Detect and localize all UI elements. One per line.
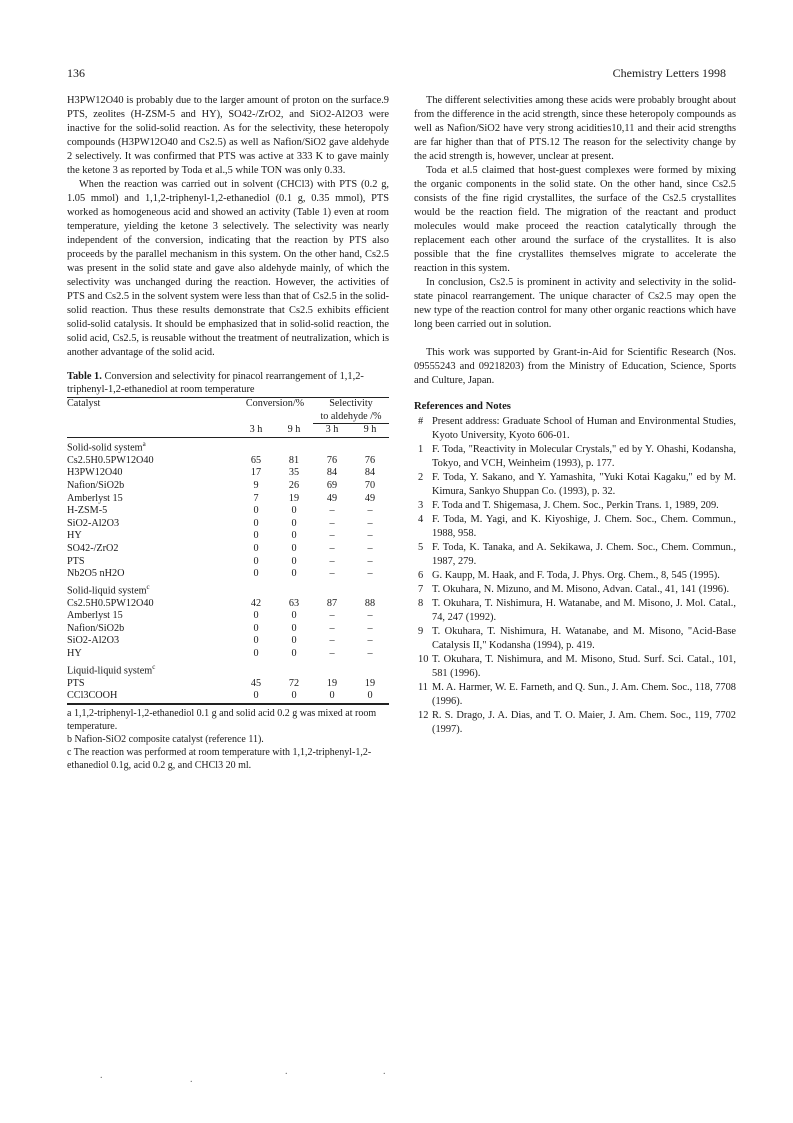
value-cell: 0	[253, 505, 259, 517]
value-cell: 0	[253, 622, 259, 634]
catalyst-cell: Cs2.5H0.5PW12O40	[67, 597, 154, 609]
reference-item	[414, 709, 736, 737]
table-row	[67, 543, 389, 556]
page-number: 136	[67, 66, 85, 80]
value-cell: –	[367, 530, 373, 542]
value-cell: –	[367, 635, 373, 647]
table-row	[67, 556, 389, 569]
value-cell: 0	[291, 505, 297, 517]
body-paragraph: Toda et al.5 claimed that host-guest complexes were formed by mixing the organic components in the solid state. On the other hand, since Cs2.5 consists of the fine rigid crystallites, the surface of the Cs2.5 crystallites would be the reaction field. The migration of the reactant and product molecules would make proceed the reaction catalytically through the replacement each other around the surface of the crystallites. It is also possible that the fine crystallites themselves migrate to accelerate the reaction in this system.	[414, 165, 736, 274]
value-cell: 19	[364, 677, 376, 689]
reference-number: 6	[418, 570, 424, 581]
value-cell: –	[329, 542, 335, 554]
reference-number: 12	[418, 710, 429, 721]
table-group-header	[67, 581, 389, 598]
reference-number: #	[418, 416, 424, 427]
value-cell: 0	[291, 622, 297, 634]
catalyst-cell: Cs2.5H0.5PW12O40	[67, 454, 154, 466]
reference-item	[414, 597, 736, 625]
reference-text: T. Okuhara, T. Nishimura, H. Watanabe, and M. Misono, J. Mol. Catal., 74, 247 (1992).	[432, 598, 736, 623]
reference-number: 4	[418, 514, 424, 525]
table-row	[67, 635, 389, 648]
value-cell: 19	[326, 677, 338, 689]
body-paragraph: In conclusion, Cs2.5 is prominent in activity and selectivity in the solid-state pinacol rearrangement. The unique character of Cs2.5 may open the new type of the reaction control for many other organic reactions which have long been carried out in solution.	[414, 277, 736, 330]
col-header-catalyst: Catalyst	[67, 398, 101, 409]
reference-item	[414, 443, 736, 471]
value-cell: –	[367, 610, 373, 622]
value-cell: 35	[288, 467, 300, 479]
value-cell: 42	[250, 597, 262, 609]
value-cell: 0	[313, 690, 351, 703]
table-row	[67, 610, 389, 623]
scan-speck: .	[285, 1066, 288, 1077]
value-cell: –	[329, 505, 335, 517]
value-cell: 26	[288, 479, 300, 491]
catalyst-cell: PTS	[67, 555, 85, 567]
table-row	[67, 690, 389, 703]
value-cell: 0	[253, 610, 259, 622]
value-cell: 49	[364, 492, 376, 504]
value-cell: 9	[253, 479, 259, 491]
table-row	[67, 455, 389, 468]
value-cell: –	[329, 635, 335, 647]
journal-header: Chemistry Letters 1998	[612, 66, 726, 80]
reference-item	[414, 583, 736, 597]
table-group-header	[67, 437, 389, 454]
catalyst-cell: Nafion/SiO2b	[67, 479, 125, 491]
results-table	[67, 397, 389, 705]
reference-item	[414, 569, 736, 583]
value-cell: 76	[364, 454, 376, 466]
value-cell: 0	[253, 517, 259, 529]
table-caption	[67, 370, 389, 396]
reference-text: T. Okuhara, T. Nishimura, and M. Misono, Stud. Surf. Sci. Catal., 101, 581 (1996).	[432, 654, 736, 679]
value-cell: 69	[326, 479, 338, 491]
value-cell: 88	[364, 597, 376, 609]
value-cell: –	[329, 610, 335, 622]
col-header-selectivity-sub: to aldehyde /%	[313, 411, 389, 424]
footnote: b Nafion-SiO2 composite catalyst (reference 11).	[67, 733, 264, 745]
value-cell: –	[329, 517, 335, 529]
reference-number: 9	[418, 626, 424, 637]
table-row	[67, 568, 389, 581]
catalyst-cell: SO42-/ZrO2	[67, 542, 119, 554]
table-label: Table 1.	[67, 371, 102, 382]
reference-text: F. Toda, K. Tanaka, and A. Sekikawa, J. Chem. Soc., Chem. Commun., 1987, 279.	[432, 542, 736, 567]
table-row	[67, 530, 389, 543]
value-cell: 70	[364, 479, 376, 491]
table-row	[67, 480, 389, 493]
reference-text: T. Okuhara, N. Mizuno, and M. Misono, Advan. Catal., 41, 141 (1996).	[432, 584, 730, 595]
value-cell: 49	[326, 492, 338, 504]
reference-number: 2	[418, 472, 424, 483]
group-label: Solid-solid system	[67, 442, 143, 454]
reference-item	[414, 513, 736, 541]
reference-text: Present address: Graduate School of Human and Environmental Studies, Kyoto University, Kyoto 606-01.	[432, 416, 736, 441]
reference-number: 1	[418, 444, 424, 455]
value-cell: 19	[288, 492, 300, 504]
body-paragraph: H3PW12O40 is probably due to the larger amount of proton on the surface.9 PTS, zeolites (H-ZSM-5 and HY), SO42-/ZrO2, and SiO2-Al2O3 were inactive for the solid-solid reaction. As for the selectivity, these heteropoly compounds (H3PW12O40 and Cs2.5) as well as Nafion/SiO2 gave aldehyde 2 selectively. It was confirmed that PTS was active at 333 K to gave mainly the ketone 3 as reported by Toda et al.,5 while TON was only 0.33.	[67, 95, 389, 176]
reference-item	[414, 653, 736, 681]
reference-item	[414, 415, 736, 443]
reference-text: F. Toda and T. Shigemasa, J. Chem. Soc., Perkin Trans. 1, 1989, 209.	[432, 500, 719, 511]
body-paragraph: The different selectivities among these acids were probably brought about from the difference in the acid strength, since these heteropoly compounds as well as Nafion/SiO2 have very strong acidities10,11 and their acid strengths are far higher than that of PTS.12 The reason for the selectivity change by the acid strength is, however, unclear at present.	[414, 95, 736, 162]
value-cell: –	[329, 530, 335, 542]
reference-item	[414, 625, 736, 653]
reference-text: F. Toda, Y. Sakano, and Y. Yamashita, "Yuki Kotai Kagaku," ed by M. Kimura, Sankyo Shuppan Co. (1993), p. 32.	[432, 472, 736, 497]
value-cell: –	[367, 517, 373, 529]
reference-text: R. S. Drago, J. A. Dias, and T. O. Maier, J. Am. Chem. Soc., 119, 7702 (1997).	[432, 710, 736, 735]
reference-text: F. Toda, "Reactivity in Molecular Crystals," ed by Y. Ohashi, Kodansha, Tokyo, and VCH, Weinheim (1993), p. 177.	[432, 444, 736, 469]
value-cell: –	[367, 568, 373, 580]
reference-item	[414, 541, 736, 569]
reference-text: M. A. Harmer, W. E. Farneth, and Q. Sun., J. Am. Chem. Soc., 118, 7708 (1996).	[432, 682, 736, 707]
value-cell: 0	[291, 635, 297, 647]
reference-number: 3	[418, 500, 424, 511]
group-label: Liquid-liquid system	[67, 665, 153, 677]
value-cell: 87	[326, 597, 338, 609]
value-cell: –	[329, 555, 335, 567]
footnote: c The reaction was performed at room temperature with 1,1,2-triphenyl-1,2-ethanediol 0.1g, acid 0.2 g, and CHCl3 20 ml.	[67, 746, 372, 771]
catalyst-cell: Nafion/SiO2b	[67, 622, 125, 634]
value-cell: 0	[291, 530, 297, 542]
acknowledgment: This work was supported by Grant-in-Aid for Scientific Research (Nos. 09555243 and 09218203) from the Ministry of Education, Science, Sports and Culture, Japan.	[414, 347, 736, 386]
value-cell: –	[367, 505, 373, 517]
col-header-selectivity: Selectivity	[329, 398, 373, 409]
value-cell: 0	[291, 517, 297, 529]
value-cell: –	[367, 555, 373, 567]
catalyst-cell: SiO2-Al2O3	[67, 635, 120, 647]
references-list	[414, 415, 736, 737]
footnote-mark: c	[152, 662, 156, 671]
catalyst-cell: HY	[67, 648, 82, 660]
table-row	[67, 623, 389, 636]
value-cell: 0	[253, 568, 259, 580]
table-caption-text: Conversion and selectivity for pinacol rearrangement of 1,1,2-triphenyl-1,2-ethanediol at room temperature	[67, 371, 364, 395]
value-cell: –	[329, 568, 335, 580]
catalyst-cell: Nb2O5 nH2O	[67, 568, 125, 580]
value-cell: 84	[326, 467, 338, 479]
group-label: Solid-liquid system	[67, 585, 147, 597]
col-header-time: 9 h	[275, 424, 313, 438]
reference-number: 8	[418, 598, 424, 609]
value-cell: 84	[364, 467, 376, 479]
footnote-mark: a	[142, 439, 146, 448]
value-cell: –	[329, 648, 335, 660]
value-cell: 81	[288, 454, 300, 466]
reference-number: 11	[418, 682, 429, 693]
reference-item	[414, 499, 736, 513]
footnote-mark: c	[146, 582, 150, 591]
catalyst-cell: PTS	[67, 677, 85, 689]
table-footnotes	[67, 707, 389, 772]
col-header-time: 9 h	[351, 424, 389, 438]
catalyst-cell: H3PW12O40	[67, 467, 123, 479]
value-cell: 72	[288, 677, 300, 689]
value-cell: –	[329, 622, 335, 634]
value-cell: 76	[326, 454, 338, 466]
value-cell: 7	[253, 492, 259, 504]
table-row	[67, 598, 389, 611]
body-paragraph: When the reaction was carried out in solvent (CHCl3) with PTS (0.2 g, 1.05 mmol) and 1,1,2-triphenyl-1,2-ethanediol (0.1 g, 0.35 mmol), PTS worked as homogeneous acid and showed an activity (Table 1) even at room temperature, yielding the ketone 3 selectively. The selectivity was nearly independent of the conversion, indicating that the reaction by PTS also proceeds by the parallel mechanism in this system. On the other hand, Cs2.5 was present in the solid state and gave also aldehyde mainly, of which the selectivity was unchanged during the reaction. However, the activities of PTS and Cs2.5 in the solvent system were less than that of Cs2.5 in the solid-solid reaction. Thus these results demonstrate that Cs2.5 exhibits efficient solid-solid catalysis. It should be emphasized that in solid-solid reaction, the solid acid, Cs2.5, is reusable without the treatment of neutralization, which is another advantage of the solid acid.	[67, 179, 389, 358]
value-cell: 0	[291, 555, 297, 567]
value-cell: 0	[253, 648, 259, 660]
value-cell: 0	[351, 690, 389, 703]
value-cell: 17	[250, 467, 262, 479]
value-cell: 63	[288, 597, 300, 609]
reference-item	[414, 681, 736, 709]
value-cell: 0	[275, 690, 313, 703]
col-header-conversion: Conversion/%	[245, 398, 305, 409]
value-cell: –	[367, 542, 373, 554]
reference-text: G. Kaupp, M. Haak, and F. Toda, J. Phys. Org. Chem., 8, 545 (1995).	[432, 570, 720, 581]
col-header-time: 3 h	[237, 424, 275, 438]
col-header-time: 3 h	[313, 424, 351, 438]
table-row	[67, 493, 389, 506]
scan-speck: .	[383, 1066, 386, 1077]
right-column	[414, 94, 736, 737]
value-cell: 0	[291, 610, 297, 622]
catalyst-cell: Amberlyst 15	[67, 610, 123, 622]
reference-text: F. Toda, M. Yagi, and K. Kiyoshige, J. Chem. Soc., Chem. Commun., 1988, 958.	[432, 514, 736, 539]
references-title: References and Notes	[414, 401, 511, 412]
scan-speck: .	[190, 1074, 193, 1085]
value-cell: 45	[250, 677, 262, 689]
catalyst-cell: HY	[67, 530, 82, 542]
reference-item	[414, 471, 736, 499]
reference-number: 7	[418, 584, 424, 595]
reference-number: 10	[418, 654, 429, 665]
catalyst-cell: CCl3COOH	[67, 690, 237, 703]
table-row	[67, 518, 389, 531]
footnote: a 1,1,2-triphenyl-1,2-ethanediol 0.1 g and solid acid 0.2 g was mixed at room temperature.	[67, 707, 377, 732]
scan-speck: .	[100, 1070, 103, 1081]
value-cell: –	[367, 622, 373, 634]
catalyst-cell: SiO2-Al2O3	[67, 517, 120, 529]
catalyst-cell: H-ZSM-5	[67, 505, 108, 517]
value-cell: 0	[291, 568, 297, 580]
value-cell: 0	[237, 690, 275, 703]
table-row	[67, 678, 389, 691]
reference-number: 5	[418, 542, 424, 553]
value-cell: 0	[253, 555, 259, 567]
reference-text: T. Okuhara, T. Nishimura, H. Watanabe, and M. Misono, "Acid-Base Catalysis II," Kodansha (1994), p. 419.	[432, 626, 736, 651]
table-group-header	[67, 661, 389, 678]
value-cell: 0	[253, 530, 259, 542]
value-cell: 0	[253, 635, 259, 647]
value-cell: 0	[291, 648, 297, 660]
table-row	[67, 505, 389, 518]
value-cell: 0	[253, 542, 259, 554]
value-cell: 65	[250, 454, 262, 466]
left-column	[67, 94, 389, 772]
value-cell: –	[367, 648, 373, 660]
table-row	[67, 648, 389, 661]
table-row	[67, 467, 389, 480]
catalyst-cell: Amberlyst 15	[67, 492, 123, 504]
value-cell: 0	[291, 542, 297, 554]
